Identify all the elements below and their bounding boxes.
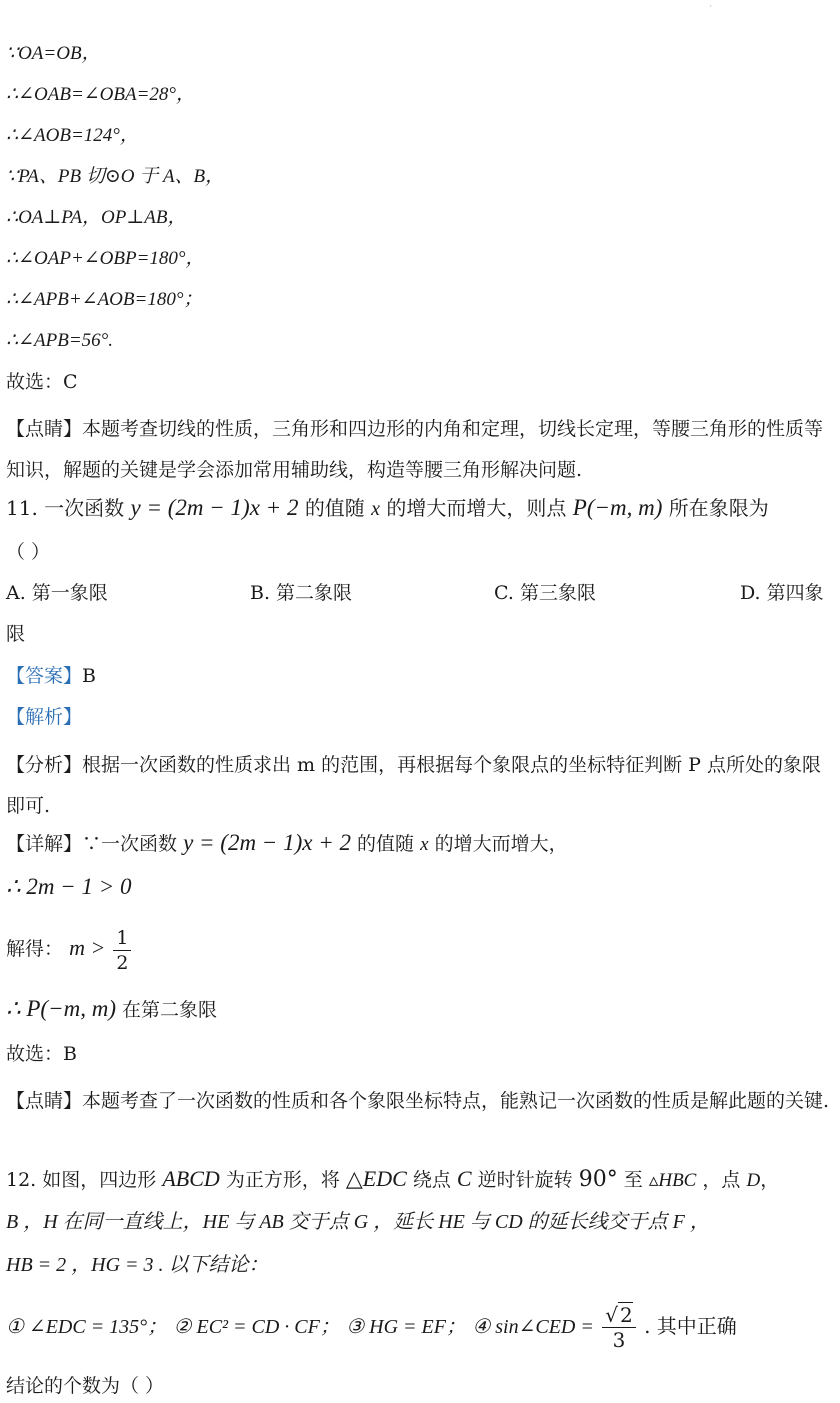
line-angle-sum: ∴∠OAP+∠OBP=180°，	[6, 248, 205, 269]
fraction-sqrt2-over-3	[602, 1303, 635, 1352]
step2-lhs: m >	[69, 935, 106, 960]
q12-last: 结论的个数为（ ）	[6, 1375, 165, 1397]
q12-line1-g: ，	[760, 1169, 780, 1191]
step3-point: ∴ P(−m, m)	[6, 996, 116, 1021]
q11-step3	[6, 995, 217, 1024]
q12-line1-d: 逆时针旋转	[477, 1169, 573, 1191]
line-oa-ob: ∵OA=OB，	[6, 43, 101, 64]
xiangjie-b: 的值随	[357, 833, 415, 855]
line-angle-apb: ∴∠APB=56°.	[6, 330, 113, 351]
scan-dot: ·	[709, 2, 712, 11]
q11-option-d: D. 第四象	[740, 582, 824, 604]
q11-paren: （ ）	[6, 541, 51, 563]
q12-conclusion-tail: . 其中正确	[644, 1314, 737, 1338]
q11-xiangjie	[6, 829, 568, 859]
step3-text: 在第二象限	[122, 999, 218, 1021]
q11-stem	[6, 494, 769, 523]
q12-line1-c: 绕点	[412, 1169, 451, 1191]
q10-choose: 故选：C	[6, 371, 78, 393]
q12-line3: HB = 2 ，HG = 3 . 以下结论：	[6, 1254, 269, 1276]
q11-stem-b: 的值随	[304, 496, 365, 520]
q11-fenxi: 【分析】根据一次函数的性质求出 m 的范围，再根据每个象限点的坐标特征判断 P 点所处的象限即可.	[6, 754, 821, 817]
q10-dianjing: 【点睛】本题考查切线的性质，三角形和四边形的内角和定理，切线长定理，等腰三角形的性质等知识，解题的关键是学会添加常用辅助线，构造等腰三角形解决问题.	[6, 418, 824, 481]
fraction-numerator: 1	[113, 926, 131, 951]
q11-formula: y = (2m − 1)x + 2	[130, 495, 299, 520]
q11-stem-a: 11. 一次函数	[6, 496, 125, 520]
answer-value: B	[82, 665, 96, 687]
q11-step1: ∴ 2m − 1 > 0	[6, 874, 132, 899]
q11-point: P(−m, m)	[572, 495, 663, 520]
step2-label: 解得：	[6, 938, 64, 960]
q11-option-d-cont: 限	[6, 623, 26, 645]
q12-line2: B ，H 在同一直线上，HE 与 AB 交于点 G ，延长 HE 与 CD 的延长线交于点 F ，	[6, 1211, 710, 1233]
q11-dianjing: 【点睛】本题考查了一次函数的性质和各个象限坐标特点，能熟记一次函数的性质是解此题的关键.	[6, 1090, 830, 1112]
q11-step2	[6, 918, 133, 982]
q12-deg: 90°	[578, 1167, 618, 1192]
answer-tag: 【答案】	[6, 665, 83, 687]
q12-tri-hbc: ▵HBC	[648, 1170, 697, 1191]
fraction-numerator-sqrt: √ 2	[602, 1303, 635, 1328]
q11-stem-d: 所在象限为	[668, 496, 769, 520]
xiangjie-x: x	[420, 834, 429, 855]
line-angle-aob: ∴∠AOB=124°，	[6, 125, 139, 146]
fraction-one-half	[113, 926, 131, 975]
q12-tri-edc: △EDC	[345, 1166, 407, 1191]
line-angle-oab: ∴∠OAB=∠OBA=28°，	[6, 84, 196, 105]
xiangjie-c: 的增大而增大，	[434, 833, 568, 855]
fraction-denominator: 2	[116, 951, 129, 974]
line-perpendicular: ∴OA⊥PA，OP⊥AB，	[6, 207, 187, 228]
q12-d: D	[746, 1170, 761, 1191]
q11-option-a: A. 第一象限	[6, 582, 108, 604]
line-tangent: ∵PA、PB 切⊙O 于 A、B，	[6, 166, 225, 187]
xiangjie-formula: y = (2m − 1)x + 2	[183, 830, 351, 855]
q12-conclusion-1: ① ∠EDC = 135°；	[6, 1316, 168, 1338]
q12-abcd: ABCD	[162, 1166, 220, 1191]
q11-x: x	[371, 498, 381, 520]
line-angle-apb-sum: ∴∠APB+∠AOB=180°；	[6, 289, 203, 310]
q11-answer	[6, 662, 96, 690]
q12-conclusions	[6, 1300, 737, 1364]
q12-line1-a: 12. 如图，四边形	[6, 1169, 157, 1191]
q12-line1-b: 为正方形，将	[225, 1169, 340, 1191]
analysis-tag: 【解析】	[6, 706, 83, 728]
q12-c: C	[456, 1166, 472, 1191]
q11-choose: 故选：B	[6, 1043, 77, 1065]
q12-conclusion-4: ④ sin∠CED =	[472, 1316, 594, 1338]
q12-conclusion-2: ② EC² = CD · CF；	[173, 1316, 340, 1338]
q11-stem-c: 的增大而增大，则点	[386, 496, 567, 520]
sqrt-radicand: 2	[619, 1303, 633, 1327]
q11-option-c: C. 第三象限	[494, 582, 596, 604]
fraction-denominator-3: 3	[612, 1328, 626, 1352]
q12-line1	[6, 1165, 779, 1195]
q12-line1-e: 至	[623, 1169, 643, 1191]
q12-conclusion-3: ③ HG = EF；	[346, 1316, 466, 1338]
q11-option-b: B. 第二象限	[250, 582, 353, 604]
xiangjie-a: 【详解】∵一次函数	[6, 833, 178, 855]
q12-line1-f: ，点	[702, 1169, 741, 1191]
